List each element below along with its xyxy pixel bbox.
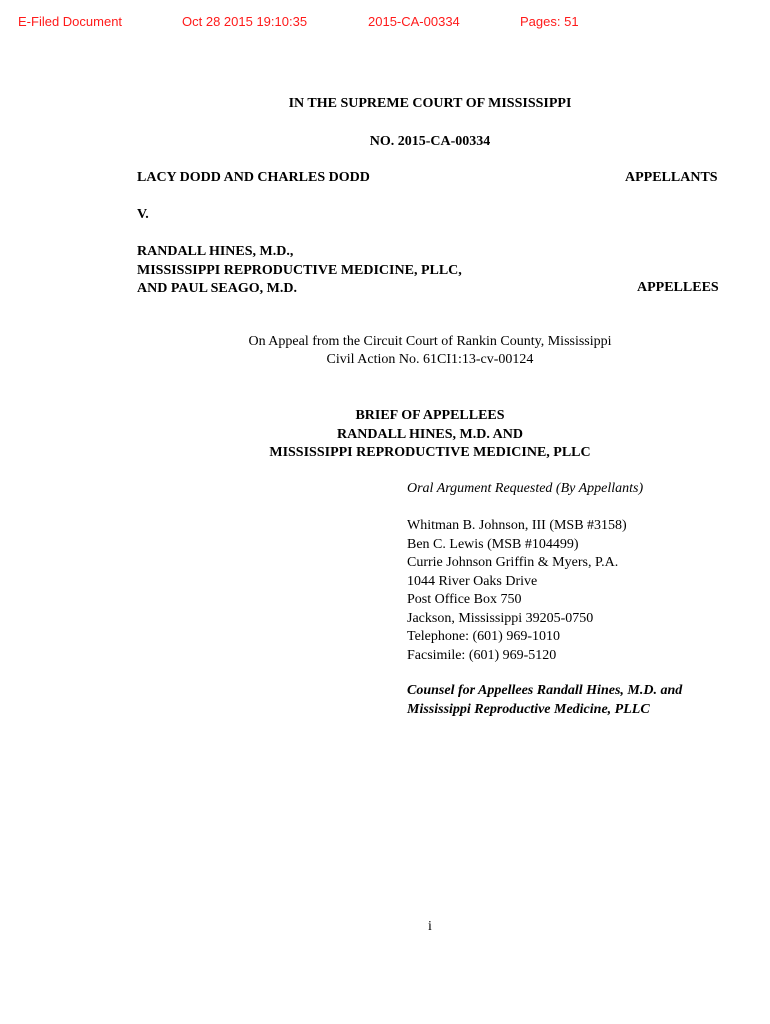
counsel-line: Telephone: (601) 969-1010 [407,629,560,644]
counsel-line: Jackson, Mississippi 39205-0750 [407,610,594,626]
court-heading: IN THE SUPREME COURT OF MISSISSIPPI [288,96,572,111]
counsel-line: Whitman B. Johnson, III (MSB #3158) [407,518,627,533]
counsel-for-line: Mississippi Reproductive Medicine, PLLC [407,701,650,717]
counsel-block [407,517,627,665]
appellants-name: LACY DODD AND CHARLES DODD [137,170,370,185]
counsel-line: 1044 River Oaks Drive [407,573,538,589]
appellees-names [137,243,462,299]
page-number: i [428,919,432,934]
oral-argument-note: Oral Argument Requested (By Appellants) [407,481,644,496]
civil-action-number: Civil Action No. 61CI1:13-cv-00124 [326,352,534,367]
filed-page-count: Pages: 51 [520,14,579,29]
counsel-for-line: Counsel for Appellees Randall Hines, M.D. and [407,683,683,698]
appeal-origin: On Appeal from the Circuit Court of Rankin County, Mississippi [248,334,612,349]
appellee-line: AND PAUL SEAGO, M.D. [137,281,297,296]
brief-title [180,407,680,463]
brief-title-line: MISSISSIPPI REPRODUCTIVE MEDICINE, PLLC [269,445,591,460]
appellants-role: APPELLANTS [625,170,718,185]
docket-number: NO. 2015-CA-00334 [369,134,491,149]
counsel-line: Ben C. Lewis (MSB #104499) [407,536,579,552]
filed-stamp: E-Filed Document [18,14,123,29]
appellee-line: RANDALL HINES, M.D., [137,244,294,259]
filed-case-number: 2015-CA-00334 [368,14,460,29]
counsel-line: Post Office Box 750 [407,592,522,607]
filed-date: Oct 28 2015 19:10:35 [182,14,308,29]
appellees-role: APPELLEES [637,280,719,295]
brief-title-line: RANDALL HINES, M.D. AND [337,426,523,442]
brief-title-line: BRIEF OF APPELLEES [355,408,505,423]
counsel-line: Facsimile: (601) 969-5120 [407,647,557,663]
appellee-line: MISSISSIPPI REPRODUCTIVE MEDICINE, PLLC, [137,262,462,278]
counsel-line: Currie Johnson Griffin & Myers, P.A. [407,555,619,570]
versus: V. [137,207,149,222]
counsel-for [407,682,682,719]
